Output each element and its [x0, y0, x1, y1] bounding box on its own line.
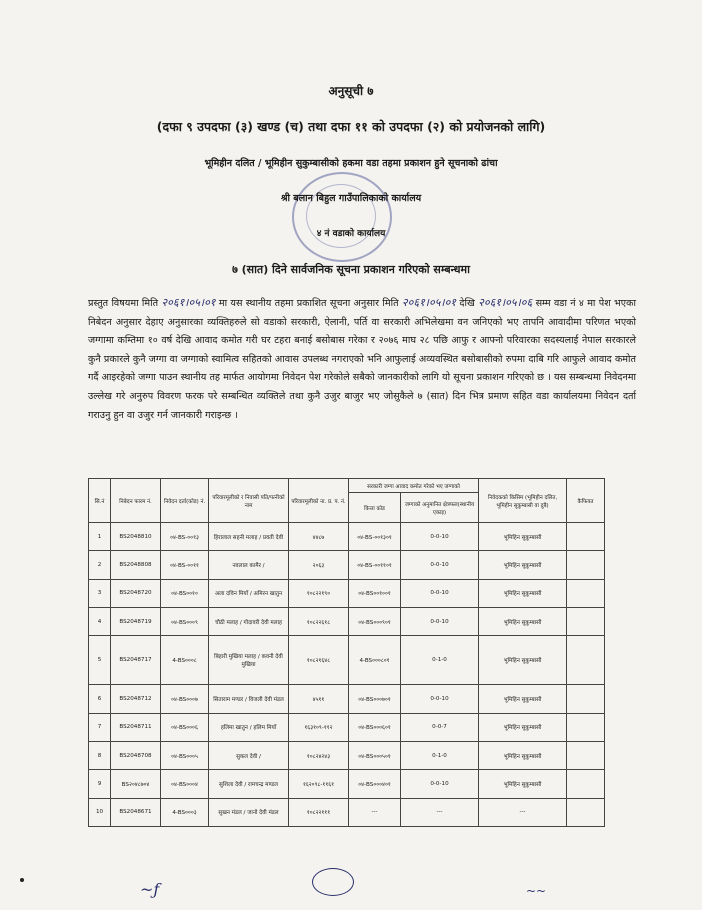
- cell-cit: ४४८७: [289, 523, 349, 551]
- handwritten-date-2: २०६१।०५।०१: [401, 296, 457, 309]
- cell-cat: भूमिहिन सुकुम्बासी: [479, 579, 567, 607]
- cell-app: BS2048708: [111, 741, 161, 769]
- cell-plot: ०४-BS००१००१: [349, 579, 401, 607]
- cell-name: सिताराम मण्डर / विजली देवी मंडल: [209, 685, 289, 713]
- cell-cit: ४५११: [289, 685, 349, 713]
- cell-name: सुकल देवी /: [209, 741, 289, 769]
- cell-reg: ०४-BS०००९: [161, 607, 209, 635]
- cell-area: 0-0-10: [401, 685, 479, 713]
- cell-sn: 6: [89, 685, 111, 713]
- clause-heading: (दफा ९ उपदफा (३) खण्ड (च) तथा दफा ११ को उपदफा (२) को प्रयोजनको लागि): [156, 119, 546, 134]
- cell-remarks: [567, 798, 605, 826]
- cell-sn: 8: [89, 741, 111, 769]
- table-row: [89, 607, 605, 635]
- cell-remarks: [567, 636, 605, 685]
- cell-app: BS2048712: [111, 685, 161, 713]
- page-dot: [20, 878, 24, 882]
- cell-cit: १६२०९८-११६१: [289, 770, 349, 798]
- cell-name: हलिमा खातुन / हलिम मियाँ: [209, 713, 289, 741]
- cell-cat: भूमिहिन सुकुम्बासी: [479, 685, 567, 713]
- cell-sn: 4: [89, 607, 111, 635]
- cell-area: 0-1-0: [401, 636, 479, 685]
- cell-sn: 3: [89, 579, 111, 607]
- cell-cit: १०८२२१११: [289, 798, 349, 826]
- cell-cat: भूमिहिन सुकुम्बासी: [479, 741, 567, 769]
- cell-cit: १०८२२६१८: [289, 607, 349, 635]
- col-sn: सि.नं: [89, 479, 111, 523]
- col-area: जग्गाको अनुमानित क्षेत्रफल(स्थानीय एकाइ): [401, 493, 479, 523]
- notice-paragraph: [88, 294, 636, 425]
- cell-cat: भूमिहिन सुकुम्बासी: [479, 523, 567, 551]
- cell-sn: 5: [89, 636, 111, 685]
- cell-reg: ०४-BS०००७: [161, 685, 209, 713]
- col-reg-no: निवेदन दर्ता(कोड) नं.: [161, 479, 209, 523]
- cell-remarks: [567, 551, 605, 579]
- table-row: [89, 770, 605, 798]
- cell-area: 0-1-0: [401, 741, 479, 769]
- cell-plot: ०४-BS०००७०१: [349, 685, 401, 713]
- cell-plot: ०४-BS०००४०१: [349, 770, 401, 798]
- notice-title: ७ (सात) दिने सार्वजनिक सूचना प्रकाशन गरिएको सम्बन्धमा: [232, 263, 470, 276]
- cell-app: BS2048720: [111, 579, 161, 607]
- table-row: [89, 551, 605, 579]
- cell-cat: भूमिहिन सुकुम्बासी: [479, 713, 567, 741]
- cell-reg: ०४-BS००१०: [161, 579, 209, 607]
- cell-area: 0-0-7: [401, 713, 479, 741]
- cell-sn: 9: [89, 770, 111, 798]
- para-part-3: देखि: [459, 298, 475, 309]
- cell-sn: 2: [89, 551, 111, 579]
- cell-app: BS2048808: [111, 551, 161, 579]
- schedule-heading: अनुसूची ७: [328, 84, 374, 98]
- table-row: [89, 579, 605, 607]
- office-name: श्री बलान बिहुल गाउँपालिकाको कार्यालय: [280, 193, 422, 204]
- cell-app: BS2048719: [111, 607, 161, 635]
- cell-plot: ०४-BS०००९०१: [349, 607, 401, 635]
- cell-reg: ०४-BS०००४: [161, 770, 209, 798]
- cell-app: BS2048711: [111, 713, 161, 741]
- cell-plot: ०४-BS०००६०१: [349, 713, 401, 741]
- cell-cat: भूमिहिन सुकुम्बासी: [479, 770, 567, 798]
- table-row: [89, 685, 605, 713]
- cell-app: BS2048810: [111, 523, 161, 551]
- signature-1: ~ƒ: [140, 880, 160, 899]
- col-plot-code: कित्ता कोड: [349, 493, 401, 523]
- cell-plot: ०४-BS-००१३०१: [349, 523, 401, 551]
- table-row: [89, 713, 605, 741]
- cell-app: BS2048717: [111, 636, 161, 685]
- cell-plot: ०४-BS०००५०१: [349, 741, 401, 769]
- cell-cit: २०६३: [289, 551, 349, 579]
- cell-area: 0-0-10: [401, 551, 479, 579]
- cell-cit: १०८२१६४८: [289, 636, 349, 685]
- cell-sn: 7: [89, 713, 111, 741]
- cell-reg: 4-BS०००८: [161, 636, 209, 685]
- cell-remarks: [567, 713, 605, 741]
- format-heading: भूमिहीन दलित / भूमिहीन सुकुम्बासीको हकमा वडा तहमा प्रकाशन हुने सूचनाको ढांचा: [204, 158, 498, 169]
- cell-name: नवलाल कामैर /: [209, 551, 289, 579]
- cell-remarks: [567, 741, 605, 769]
- cell-name: हिरालाल सहनी मलाह / प्रवती देवी: [209, 523, 289, 551]
- col-citizenship: परिवारमूलीको ना. प्र. प. नं.: [289, 479, 349, 523]
- cell-area: 0-0-10: [401, 523, 479, 551]
- col-name: परिवारमूलीको र निवासी पति/पत्नीको नाम: [209, 479, 289, 523]
- cell-remarks: [567, 523, 605, 551]
- cell-cat: भूमिहिन सुकुम्बासी: [479, 607, 567, 635]
- col-category: निवेदकको किसिम (भूमिहीन दलित, भूमिहीन सुकुम्बासी वा दुबै): [479, 479, 567, 523]
- date-note-handwritten: ~~: [526, 884, 547, 898]
- cell-plot: ---: [349, 798, 401, 826]
- cell-reg: ०४-BS०००५: [161, 741, 209, 769]
- table-row: [89, 798, 605, 826]
- cell-sn: 10: [89, 798, 111, 826]
- applicant-table: [88, 478, 605, 827]
- col-land-group: सरकारी जग्गा आवाद कमोत गरेको भए जग्गाको: [349, 479, 479, 493]
- para-part-4: सम्म वडा नं ४ मा पेश भएका निबेदन अनुसार देहाए अनुसारका व्यक्तिहरुले सो वडाको सरकारी, ऐलानी, पर्ति वा सरकारी अभिलेखमा वन जनिएको भए तापनि आवादीमा परिणत भएको जग्गामा कम्तिमा १० वर्ष देखि आवाद कमोत गरी घर टहरा बनाई बसोबास गरेका र २०७६ माघ २८ पछि आफु र आफ्नो परिवारका सदस्यलाई नेपाल सरकारले कुनै प्रकारले कुनै जग्गा वा जग्गाको स्वामित्व सहितको आवास उपलब्ध नगराएको भनि आफुलाई अव्यवस्थित बसोबासीको रुपमा दाबि गरि आफुले आवाद कमोत गर्दै आइरहेको जग्गा पाउन स्थानीय तह मार्फत आयोगमा निवेदन पेश गरेकोले सबैको जानकारीको लागि यो सूचना प्रकाशन गरिएको छ । यस सम्बन्धमा निवेदनमा उल्लेख गरे अनुरुप विवरण फरक परे सम्बन्धित व्यक्तिले तथा कुनै उजुर बाजुर भए जोसुकैले ७ (सात) दिन भित्र प्रमाण सहित वडा कार्यालयमा निवेदन दर्ता गराउनु हुन वा उजुर गर्न जानकारी गराइन्छ ।: [88, 298, 636, 421]
- cell-plot: 4-BS०००८०१: [349, 636, 401, 685]
- cell-remarks: [567, 685, 605, 713]
- cell-area: ---: [401, 798, 479, 826]
- cell-plot: ०४-BS-००११०१: [349, 551, 401, 579]
- cell-name: अला दविन मियाँ / अमिरन खातुन: [209, 579, 289, 607]
- para-part-1: प्रस्तुत विषयमा मिति: [88, 298, 159, 309]
- cell-remarks: [567, 579, 605, 607]
- cell-app: BS२०४८७०४: [111, 770, 161, 798]
- cell-cat: भूमिहिन सुकुम्बासी: [479, 551, 567, 579]
- cell-reg: ०४-BS०००६: [161, 713, 209, 741]
- cell-area: 0-0-10: [401, 770, 479, 798]
- handwritten-date-3: २०६१।०५।०६: [478, 296, 533, 309]
- cell-area: 0-0-10: [401, 579, 479, 607]
- cell-sn: 1: [89, 523, 111, 551]
- handwritten-date-1: २०६१।०५।०१: [161, 296, 216, 309]
- cell-name: चौठी मलाह / गोदावरी देवी मलाह: [209, 607, 289, 635]
- cell-cat: भूमिहिन सुकुम्बासी: [479, 636, 567, 685]
- para-part-2: मा यस स्थानीय तहमा प्रकाशित सूचना अनुसार मिति: [218, 298, 399, 309]
- cell-area: 0-0-10: [401, 607, 479, 635]
- ward-office-name: ४ नं वडाको कार्यालय: [316, 229, 386, 239]
- cell-reg: 4-BS०००३: [161, 798, 209, 826]
- cell-reg: ०४-BS-००१३: [161, 523, 209, 551]
- cell-remarks: [567, 770, 605, 798]
- cell-name: सुशिला देवी / रामचन्द्र मण्डल: [209, 770, 289, 798]
- cell-name: सुखन मंडल / जानो देवी मंडल: [209, 798, 289, 826]
- table-row: [89, 741, 605, 769]
- cell-remarks: [567, 607, 605, 635]
- cell-cit: १६३१०९-११२: [289, 713, 349, 741]
- col-remarks: कैफियत: [567, 479, 605, 523]
- cell-cit: १०८२४२४३: [289, 741, 349, 769]
- table-row: [89, 523, 605, 551]
- cell-app: BS2048671: [111, 798, 161, 826]
- signature-2: [312, 868, 354, 896]
- table-row: [89, 636, 605, 685]
- cell-cit: १०८२२१९०: [289, 579, 349, 607]
- cell-name: बिहारी मुखिया मलाह / कवनी देवी मुखिया: [209, 636, 289, 685]
- cell-reg: ०४-BS-००११: [161, 551, 209, 579]
- col-app-no: निबेदन फारम नं.: [111, 479, 161, 523]
- cell-cat: ---: [479, 798, 567, 826]
